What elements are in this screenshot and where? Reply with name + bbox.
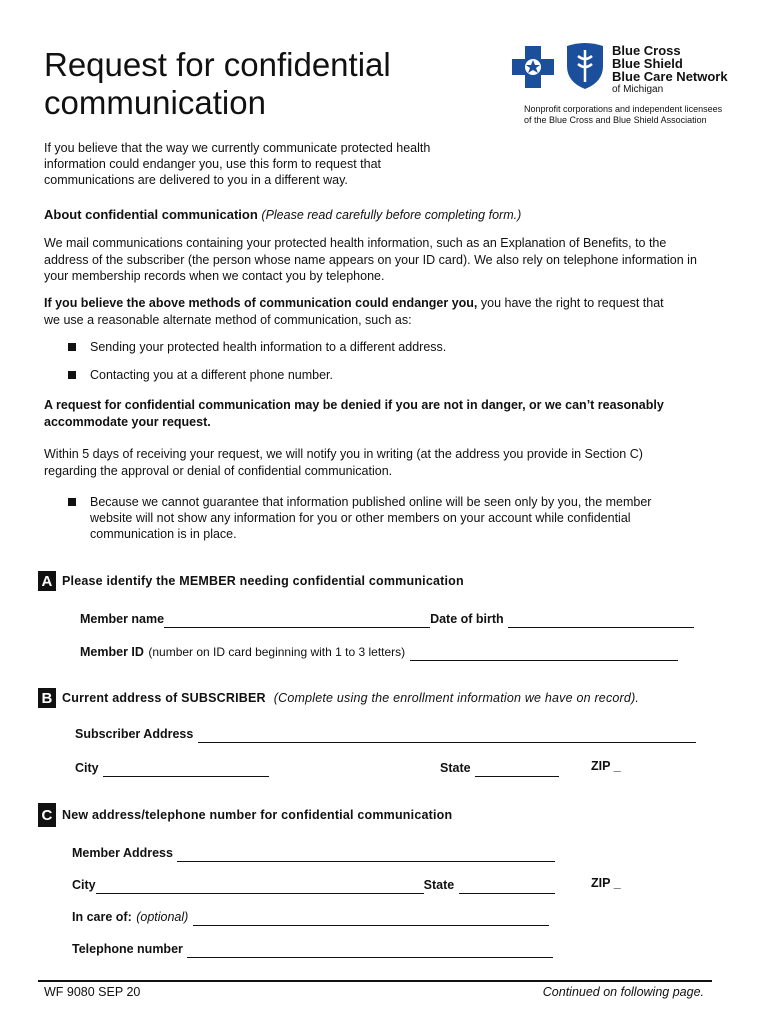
member-name-label: Member name xyxy=(80,612,165,626)
member-zip-label[interactable]: ZIP _ xyxy=(591,876,621,890)
section-c-title: New address/telephone number for confidential communication xyxy=(62,808,453,822)
member-address-row xyxy=(72,844,555,862)
intro-text: If you believe that the way we currently communicate protected health information could endanger you, use this form to request that communications are delivered to you in a different way. xyxy=(44,141,431,187)
member-city-field[interactable] xyxy=(96,879,424,894)
disclaimer-line-1: Nonprofit corporations and independent licensees xyxy=(524,104,723,114)
subscriber-zip-label[interactable]: ZIP _ xyxy=(591,759,621,773)
logo-line-3: Blue Care Network xyxy=(612,69,728,84)
member-id-row xyxy=(80,643,678,661)
bullet-online xyxy=(68,494,668,542)
subscriber-state-row xyxy=(440,759,559,777)
telephone-field[interactable] xyxy=(187,943,553,958)
bullet-text: Because we cannot guarantee that information published online will be seen only by you, the member website will not show any information for you or other members on your account while confidential communication is in place. xyxy=(90,495,652,541)
about-heading xyxy=(44,207,724,222)
care-of-note: (optional) xyxy=(136,910,189,924)
section-a-letter: A xyxy=(38,571,56,591)
logo-line-4: of Michigan xyxy=(612,84,664,95)
section-b-title: Current address of SUBSCRIBER xyxy=(62,691,266,705)
bullet-text: Sending your protected health information to a different address. xyxy=(90,340,447,354)
member-name-field[interactable] xyxy=(164,613,430,628)
page-title xyxy=(44,46,391,122)
member-state-field[interactable] xyxy=(459,879,555,894)
care-of-label: In care of: xyxy=(72,910,132,924)
section-b-letter: B xyxy=(38,688,56,708)
bullet-text: Contacting you at a different phone number. xyxy=(90,368,333,382)
section-c-letter: C xyxy=(38,803,56,827)
telephone-row xyxy=(72,940,553,958)
subscriber-city-label: City xyxy=(75,761,99,775)
member-address-field[interactable] xyxy=(177,847,555,862)
telephone-label: Telephone number xyxy=(72,942,183,956)
member-state-label: State xyxy=(423,878,455,892)
member-address-label: Member Address xyxy=(72,846,173,860)
logo-line-2: Blue Shield xyxy=(612,56,683,71)
member-name-row xyxy=(80,610,694,628)
care-of-row xyxy=(72,908,549,926)
logo-disclaimer xyxy=(524,104,754,125)
subscriber-address-field[interactable] xyxy=(198,728,696,743)
blue-shield-icon xyxy=(564,42,606,90)
title-line-2: communication xyxy=(44,84,266,121)
about-paragraph-3: Within 5 days of receiving your request, we will notify you in writing (at the address you provide in Section C) regarding the approval or denial of confidential communication. xyxy=(44,447,643,478)
disclaimer-line-2: of the Blue Cross and Blue Shield Association xyxy=(524,114,707,125)
member-id-field[interactable] xyxy=(410,646,678,661)
subscriber-city-row xyxy=(75,759,269,777)
about-paragraph-2-bold: If you believe the above methods of communication could endanger you, xyxy=(44,296,478,310)
about-paragraph-1: We mail communications containing your protected health information, such as an Explanation of Benefits, to the address of the subscriber (the person whose name appears on your ID card). We also rely on telephone information in your membership records when we contact you by telephone. xyxy=(44,236,697,283)
section-b-note: (Complete using the enrollment information we have on record). xyxy=(273,691,640,705)
section-a-heading xyxy=(38,571,464,591)
member-city-label: City xyxy=(72,878,96,892)
section-b-heading xyxy=(38,688,639,708)
bullet-phone xyxy=(68,367,688,383)
footer-divider xyxy=(38,980,712,982)
about-paragraph-2-rest: you have the right to request that we use a reasonable alternate method of communication, such as: xyxy=(44,296,664,327)
bullet-square-icon xyxy=(68,498,76,506)
member-id-label: Member ID xyxy=(80,645,144,659)
blue-cross-icon xyxy=(510,44,556,90)
logo-line-1: Blue Cross xyxy=(612,43,681,58)
about-note: (Please read carefully before completing form.) xyxy=(261,208,522,222)
denial-warning: A request for confidential communication may be denied if you are not in danger, or we can’t reasonably accommodate your request. xyxy=(44,398,664,429)
about-title: About confidential communication xyxy=(44,207,258,222)
subscriber-state-field[interactable] xyxy=(475,762,559,777)
bullet-square-icon xyxy=(68,371,76,379)
section-c-heading xyxy=(38,803,452,827)
subscriber-address-label: Subscriber Address xyxy=(75,727,194,741)
section-a-title: Please identify the MEMBER needing confidential communication xyxy=(62,574,464,588)
subscriber-address-row xyxy=(75,725,696,743)
member-city-row xyxy=(72,876,555,894)
dob-field[interactable] xyxy=(508,613,694,628)
subscriber-city-field[interactable] xyxy=(103,762,269,777)
dob-label: Date of birth xyxy=(430,612,504,626)
continued-note: Continued on following page. xyxy=(542,985,704,999)
form-id: WF 9080 SEP 20 xyxy=(44,985,141,999)
about-paragraph-2 xyxy=(44,295,664,328)
bullet-square-icon xyxy=(68,343,76,351)
bullet-address xyxy=(68,339,688,355)
member-id-note: (number on ID card beginning with 1 to 3 letters) xyxy=(148,645,406,659)
title-line-1: Request for confidential xyxy=(44,46,391,83)
care-of-field[interactable] xyxy=(193,911,549,926)
subscriber-state-label: State xyxy=(440,761,471,775)
